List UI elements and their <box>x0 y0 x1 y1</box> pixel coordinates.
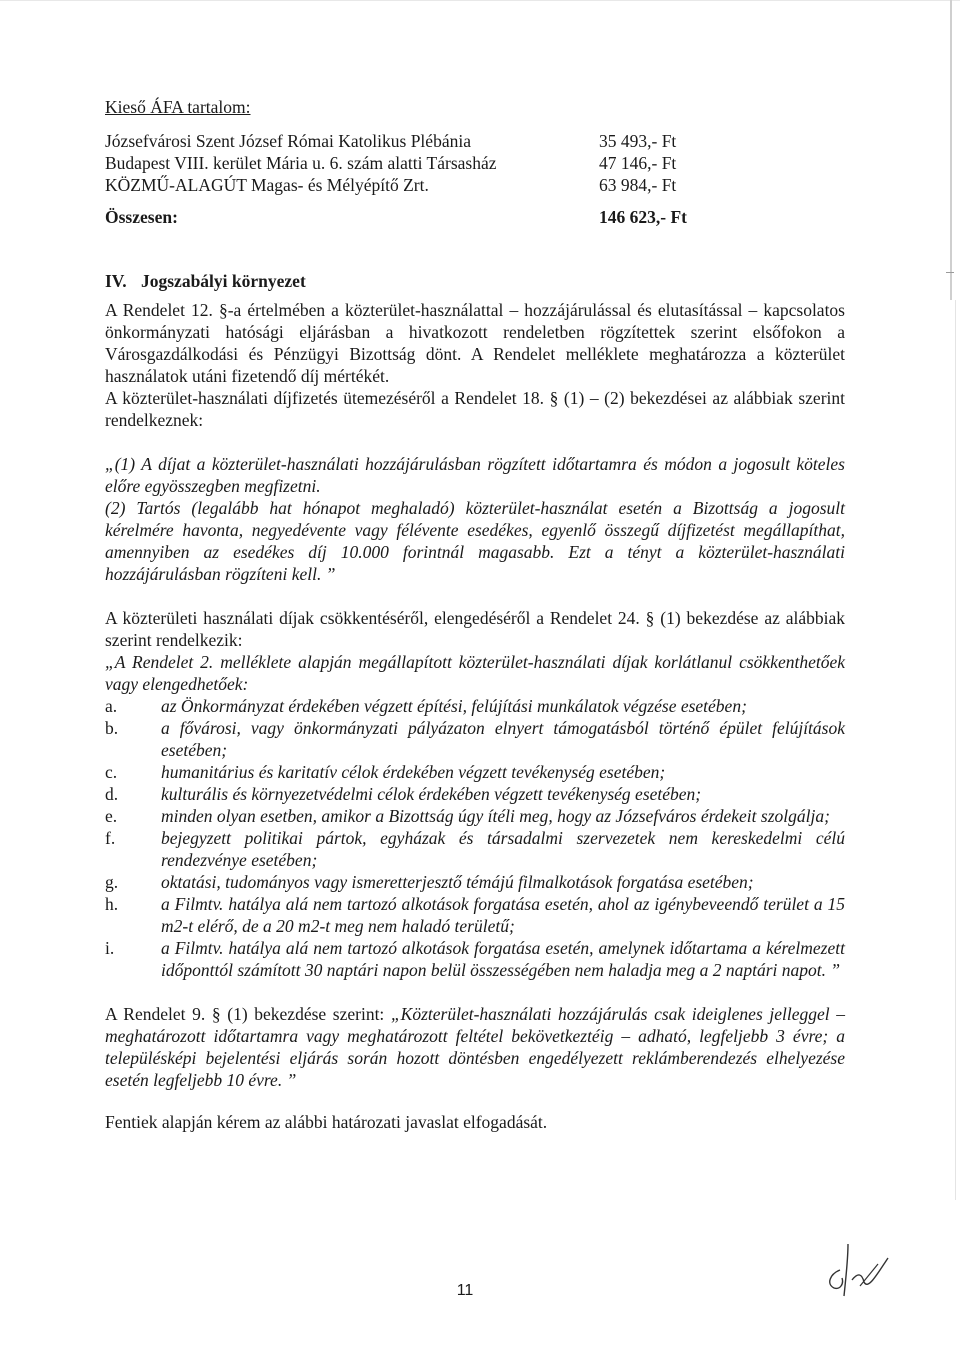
total-value: 146 623,- Ft <box>599 207 687 227</box>
exemption-list <box>105 695 845 981</box>
paragraph-rendelet-9 <box>105 1003 845 1091</box>
page-number: 11 <box>456 1282 474 1299</box>
list-marker: c. <box>105 762 118 782</box>
closing-sentence: Fentiek alapján kérem az alábbi határozati javaslat elfogadását. <box>105 1112 548 1132</box>
amount-value: 63 984,- Ft <box>599 175 677 195</box>
list-marker: h. <box>105 894 119 914</box>
list-marker: f. <box>105 828 116 848</box>
scan-edge-right-lower <box>955 300 956 1200</box>
section-heading <box>105 270 845 292</box>
paragraph-rendelet-12: A Rendelet 12. §-a értelmében a közterület-használattal – hozzájárulással és elutasítással – kapcsolatos önkormányzati hatósági eljárásban a hivatkozott rendeletben rögzítettek szerint elsőfokon a Városgazdálkodási és Pénzügyi Bizottság dönt. A Rendelet melléklete meghatározza a közterület használatok utáni fizetendő díj mértékét. <box>105 300 845 386</box>
list-item-text: bejegyzett politikai pártok, egyházak és társadalmi szervezetek nem kereskedelmi célú rendezvénye esetében; <box>161 828 845 870</box>
paragraph-rendelet-9-quote: „Közterület-használati hozzájárulás csak ideiglenes jelleggel – meghatározott időtartamra vagy meghatározott feltétel bekövetkeztéig – adható, legfeljebb 3 évre; a településképi bejelentési eljárás során hozott döntésben engedélyezett reklámberendezés elhelyezése esetén legfeljebb 10 évre. ” <box>105 1004 845 1090</box>
amount-value: 35 493,- Ft <box>599 131 677 151</box>
list-item-text: a Filmtv. hatálya alá nem tartozó alkotások forgatása esetén, amelynek időtartama a kérelmezett időponttól számított 30 naptári napon belül összességében nem haladja meg a 2 naptári napot. ” <box>161 938 845 980</box>
list-marker: a. <box>105 696 118 716</box>
list-item-text: minden olyan esetben, amikor a Bizottság úgy ítéli meg, hogy az Józsefváros érdekeit szolgálja; <box>161 806 830 826</box>
list-marker: g. <box>105 872 119 892</box>
list-marker: e. <box>105 806 118 826</box>
list-item <box>105 871 845 893</box>
list-item-text: kulturális és környezetvédelmi célok érdekében végzett tevékenység esetében; <box>161 784 702 804</box>
list-item <box>105 717 845 761</box>
amount-name: KÖZMŰ-ALAGÚT Magas- és Mélyépítő Zrt. <box>105 175 429 195</box>
amount-name: Józsefvárosi Szent József Római Katolikus Plébánia <box>105 131 471 151</box>
paragraph-rendelet-9-lead: A Rendelet 9. § (1) bekezdése szerint: <box>105 1004 391 1024</box>
list-item <box>105 805 845 827</box>
amount-name: Budapest VIII. kerület Mária u. 6. szám alatti Társasház <box>105 153 497 173</box>
amount-table <box>105 130 845 228</box>
list-marker: b. <box>105 718 119 738</box>
list-item <box>105 695 845 717</box>
list-item <box>105 761 845 783</box>
list-item <box>105 893 845 937</box>
amount-row <box>105 152 717 174</box>
amount-row <box>105 174 717 196</box>
scan-edge-top <box>0 0 960 1</box>
scan-mark <box>946 272 954 273</box>
list-item-text: a fővárosi, vagy önkormányzati pályázaton elnyert támogatásból történő épület felújítások esetében; <box>161 718 845 760</box>
section-number: IV. <box>105 271 127 291</box>
list-item <box>105 827 845 871</box>
list-item <box>105 937 845 981</box>
scan-edge-right <box>950 0 952 300</box>
amount-value: 47 146,- Ft <box>599 153 677 173</box>
list-marker: i. <box>105 938 115 958</box>
total-label: Összesen: <box>105 207 178 227</box>
list-item-text: az Önkormányzat érdekében végzett építési, felújítási munkálatok végzése esetében; <box>161 696 747 716</box>
section-heading-text: Jogszabályi környezet <box>141 271 306 291</box>
list-item-text: oktatási, tudományos vagy ismeretterjesztő témájú filmalkotások forgatása esetében; <box>161 872 754 892</box>
list-item-text: a Filmtv. hatálya alá nem tartozó alkotások forgatása esetén, ahol az igénybeveendő terület a 15 m2-t elérő, de a 20 m2-t meg nem haladó területű; <box>161 894 845 936</box>
section-title: Kieső ÁFA tartalom: <box>105 97 251 117</box>
quote-paragraph-2: (2) Tartós (legalább hat hónapot meghaladó) közterület-használat esetén a Bizottság a jogosult kérelmére havonta, negyedévente vagy félévente esedékes, egyenlő összegű díjfizetést megállapíthat, amennyiben az esedékes díj 10.000 forintnál magasabb. Ezt a tényt a közterület-használati hozzájárulásban rögzíteni kell. ” <box>105 498 845 584</box>
paragraph-rendelet-24: A közterületi használati díjak csökkentéséről, elengedéséről a Rendelet 24. § (1) bekezdése az alábbiak szerint rendelkezik: <box>105 608 845 650</box>
total-row <box>105 206 717 228</box>
list-item-text: humanitárius és karitatív célok érdekében végzett tevékenység esetében; <box>161 762 666 782</box>
list-item <box>105 783 845 805</box>
amount-row <box>105 130 717 152</box>
quote-paragraph-3: „A Rendelet 2. melléklete alapján megállapított közterület-használati díjak korlátlanul csökkenthetőek vagy elengedhetőek: <box>105 652 845 694</box>
quote-paragraph-1: „(1) A díjat a közterület-használati hozzájárulásban rögzített időtartamra és módon a jogosult köteles előre egyösszegben megfizetni. <box>105 454 845 496</box>
paragraph-rendelet-18: A közterület-használati díjfizetés ütemezéséről a Rendelet 18. § (1) – (2) bekezdései az alábbiak szerint rendelkeznek: <box>105 388 845 430</box>
list-marker: d. <box>105 784 119 804</box>
document-body <box>105 96 845 1133</box>
